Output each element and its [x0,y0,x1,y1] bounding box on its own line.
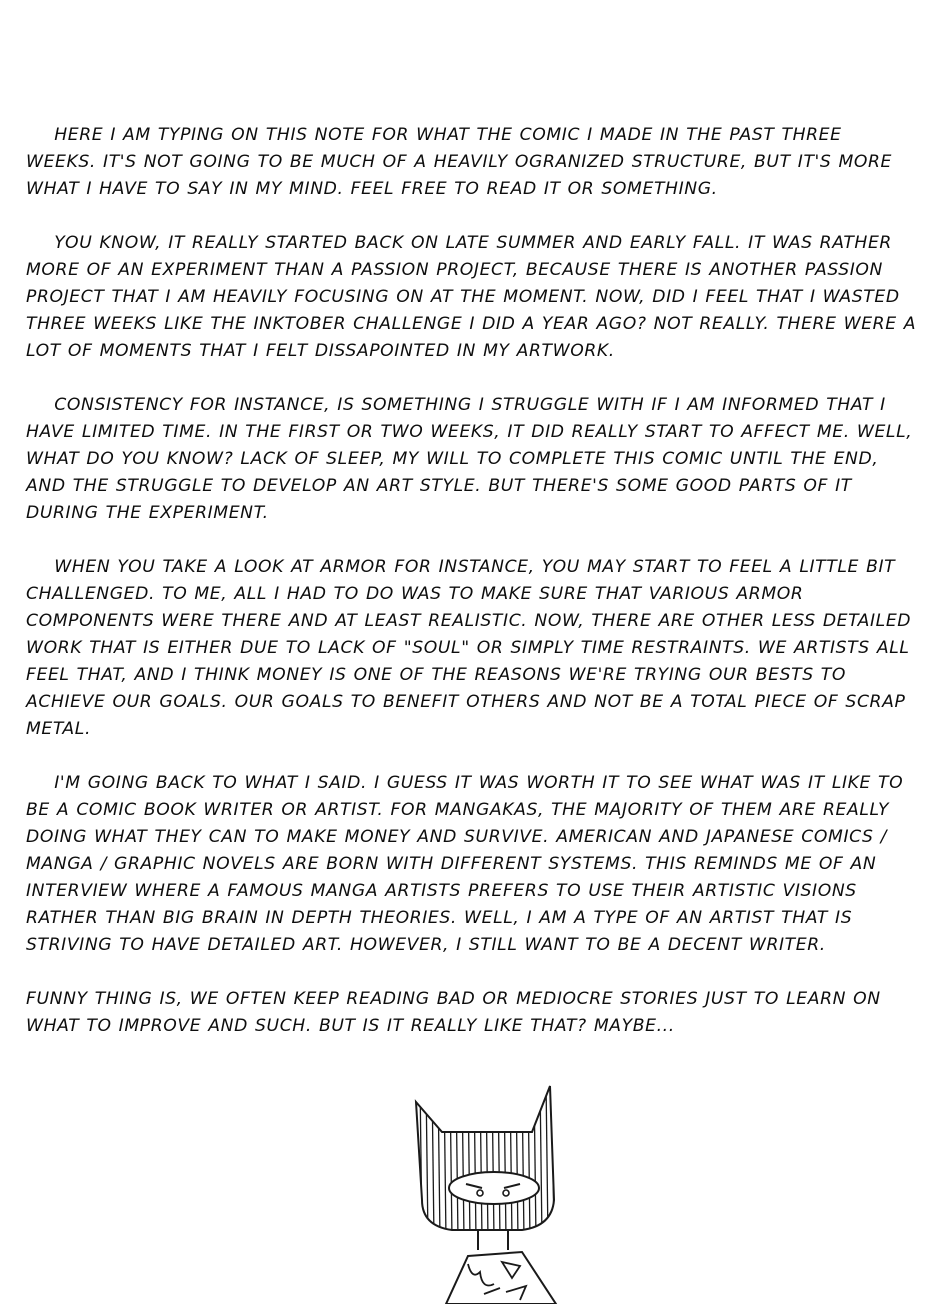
paragraph-4: WHEN YOU TAKE A LOOK AT ARMOR FOR INSTANCE, YOU MAY START TO FEEL A LITTLE BIT CHALLENGED. TO ME, ALL I HAD TO DO WAS TO MAKE SURE THAT VARIOUS ARMOR COMPONENTS WERE THERE AND AT LEAST REALISTIC. NOW, THERE ARE OTHER LESS DETAILED WORK THAT IS EITHER DUE TO LACK OF "SOUL" OR SIMPLY TIME RESTRAINTS. WE ARTISTS ALL FEEL THAT, AND I THINK MONEY IS ONE OF THE REASONS WE'RE TRYING OUR BESTS TO ACHIEVE OUR GOALS. OUR GOALS TO BENEFIT OTHERS AND NOT BE A TOTAL PIECE OF SCRAP METAL. [26,557,919,739]
paragraph-6: FUNNY THING IS, WE OFTEN KEEP READING BAD OR MEDIOCRE STORIES JUST TO LEARN ON WHAT TO IMPROVE AND SUCH. BUT IS IT REALLY LIKE THAT? MAYBE... [26,989,888,1036]
note-text [26,122,924,1067]
paragraph-5: I'M GOING BACK TO WHAT I SAID. I GUESS IT WAS WORTH IT TO SEE WHAT WAS IT LIKE TO BE A COMIC BOOK WRITER OR ARTIST. FOR MANGAKAS, THE MAJORITY OF THEM ARE REALLY DOING WHAT THEY CAN TO MAKE MONEY AND SURVIVE. AMERICAN AND JAPANESE COMICS / MANGA / GRAPHIC NOVELS ARE BORN WITH DIFFERENT SYSTEMS. THIS REMINDS ME OF AN INTERVIEW WHERE A FAMOUS MANGA ARTISTS PREFERS TO USE THEIR ARTISTIC VISIONS RATHER THAN BIG BRAIN IN DEPTH THEORIES. WELL, I AM A TYPE OF AN ARTIST THAT IS STRIVING TO HAVE DETAILED ART. HOWEVER, I STILL WANT TO BE A DECENT WRITER. [26,773,911,955]
paragraph-2: YOU KNOW, IT REALLY STARTED BACK ON LATE SUMMER AND EARLY FALL. IT WAS RATHER MORE OF AN EXPERIMENT THAN A PASSION PROJECT, BECAUSE THERE IS ANOTHER PASSION PROJECT THAT I AM HEAVILY FOCUSING ON AT THE MOMENT. NOW, DID I FEEL THAT I WASTED THREE WEEKS LIKE THE INKTOBER CHALLENGE I DID A YEAR AGO? NOT REALLY. THERE WERE A LOT OF MOMENTS THAT I FELT DISSAPOINTED IN MY ARTWORK. [26,233,924,361]
paragraph-1: HERE I AM TYPING ON THIS NOTE FOR WHAT THE COMIC I MADE IN THE PAST THREE WEEKS. IT'S NOT GOING TO BE MUCH OF A HEAVILY OGRANIZED STRUCTURE, BUT IT'S MORE WHAT I HAVE TO SAY IN MY MIND. FEEL FREE TO READ IT OR SOMETHING. [26,125,900,199]
hooded-knight-doodle-icon [402,1080,572,1304]
paragraph-3: CONSISTENCY FOR INSTANCE, IS SOMETHING I STRUGGLE WITH IF I AM INFORMED THAT I HAVE LIMITED TIME. IN THE FIRST OR TWO WEEKS, IT DID REALLY START TO AFFECT ME. WELL, WHAT DO YOU KNOW? LACK OF SLEEP, MY WILL TO COMPLETE THIS COMIC UNTIL THE END, AND THE STRUGGLE TO DEVELOP AN ART STYLE. BUT THERE'S SOME GOOD PARTS OF IT DURING THE EXPERIMENT. [26,395,920,523]
